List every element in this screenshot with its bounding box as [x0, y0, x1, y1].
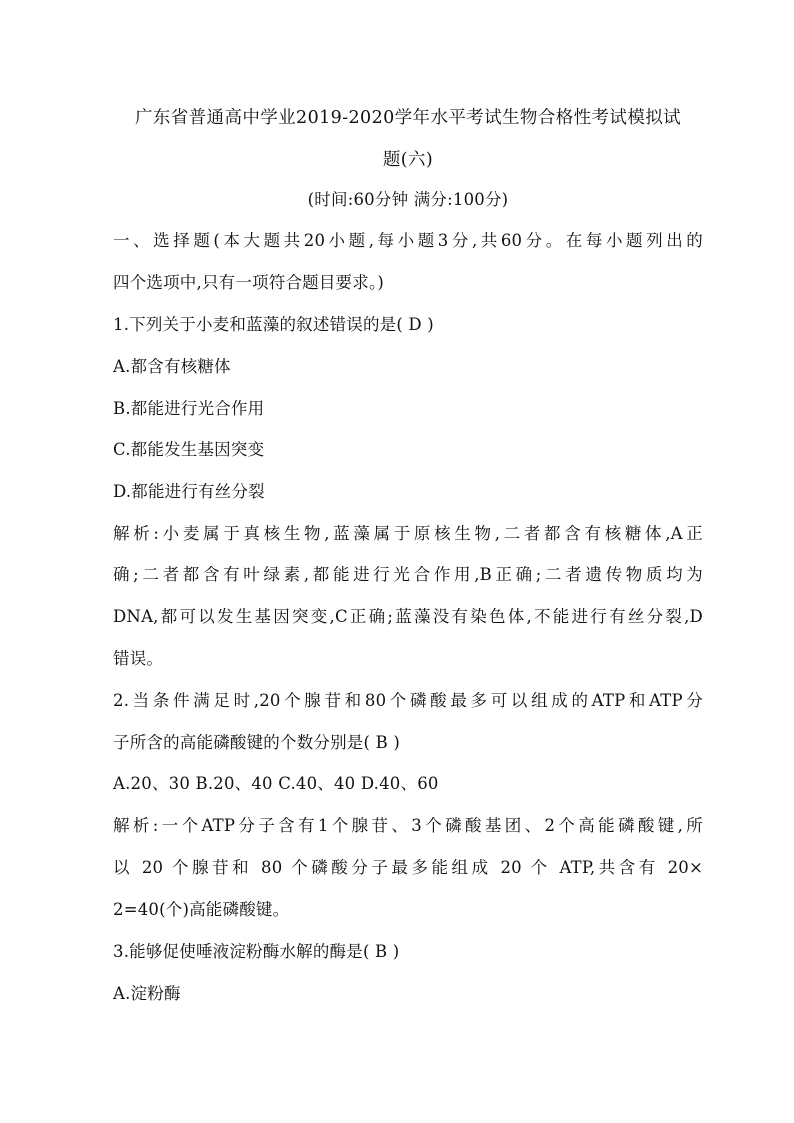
question-1-analysis-line-1: 解析:小麦属于真核生物,蓝藻属于原核生物,二者都含有核糖体,A正	[113, 524, 703, 543]
document-title-line-1: 广东省普通高中学业2019-2020学年水平考试生物合格性考试模拟试	[134, 108, 682, 128]
question-1-analysis-line-3: DNA,都可以发生基因突变,C正确;蓝藻没有染色体,不能进行有丝分裂,D	[113, 607, 703, 626]
question-2-analysis-line-2: 以 20 个腺苷和 80 个磷酸分子最多能组成 20 个 ATP,共含有 20×	[113, 858, 703, 877]
question-1-option-c: C.都能发生基因突变	[113, 440, 265, 459]
question-1-option-a: A.都含有核糖体	[113, 357, 231, 376]
document-title-line-2: 题(六)	[382, 150, 434, 170]
question-3-option-a: A.淀粉酶	[113, 984, 181, 1003]
question-2-analysis-line-3: 2=40(个)高能磷酸键。	[113, 900, 290, 919]
question-2-stem-line-1: 2.当条件满足时,20个腺苷和80个磷酸最多可以组成的ATP和ATP分	[113, 691, 703, 710]
question-1-option-d: D.都能进行有丝分裂	[113, 482, 265, 501]
question-1-option-b: B.都能进行光合作用	[113, 399, 265, 418]
question-2-stem-line-2: 子所含的高能磷酸键的个数分别是( B )	[113, 733, 400, 752]
question-1-analysis-line-4: 错误。	[113, 649, 164, 668]
exam-info: (时间:60分钟 满分:100分)	[307, 190, 509, 209]
section-intro-line-1: 一、选择题(本大题共20小题,每小题3分,共60分。在每小题列出的	[113, 231, 703, 250]
question-2-options: A.20、30 B.20、40 C.40、40 D.40、60	[113, 774, 439, 793]
question-1-stem: 1.下列关于小麦和蓝藻的叙述错误的是( D )	[113, 315, 434, 334]
section-intro-line-2: 四个选项中,只有一项符合题目要求。)	[113, 273, 385, 292]
question-2-analysis-line-1: 解析:一个ATP分子含有1个腺苷、3个磷酸基团、2个高能磷酸键,所	[113, 816, 703, 835]
question-3-stem: 3.能够促使唾液淀粉酶水解的酶是( B )	[113, 942, 400, 961]
question-1-analysis-line-2: 确;二者都含有叶绿素,都能进行光合作用,B正确;二者遗传物质均为	[113, 565, 703, 584]
